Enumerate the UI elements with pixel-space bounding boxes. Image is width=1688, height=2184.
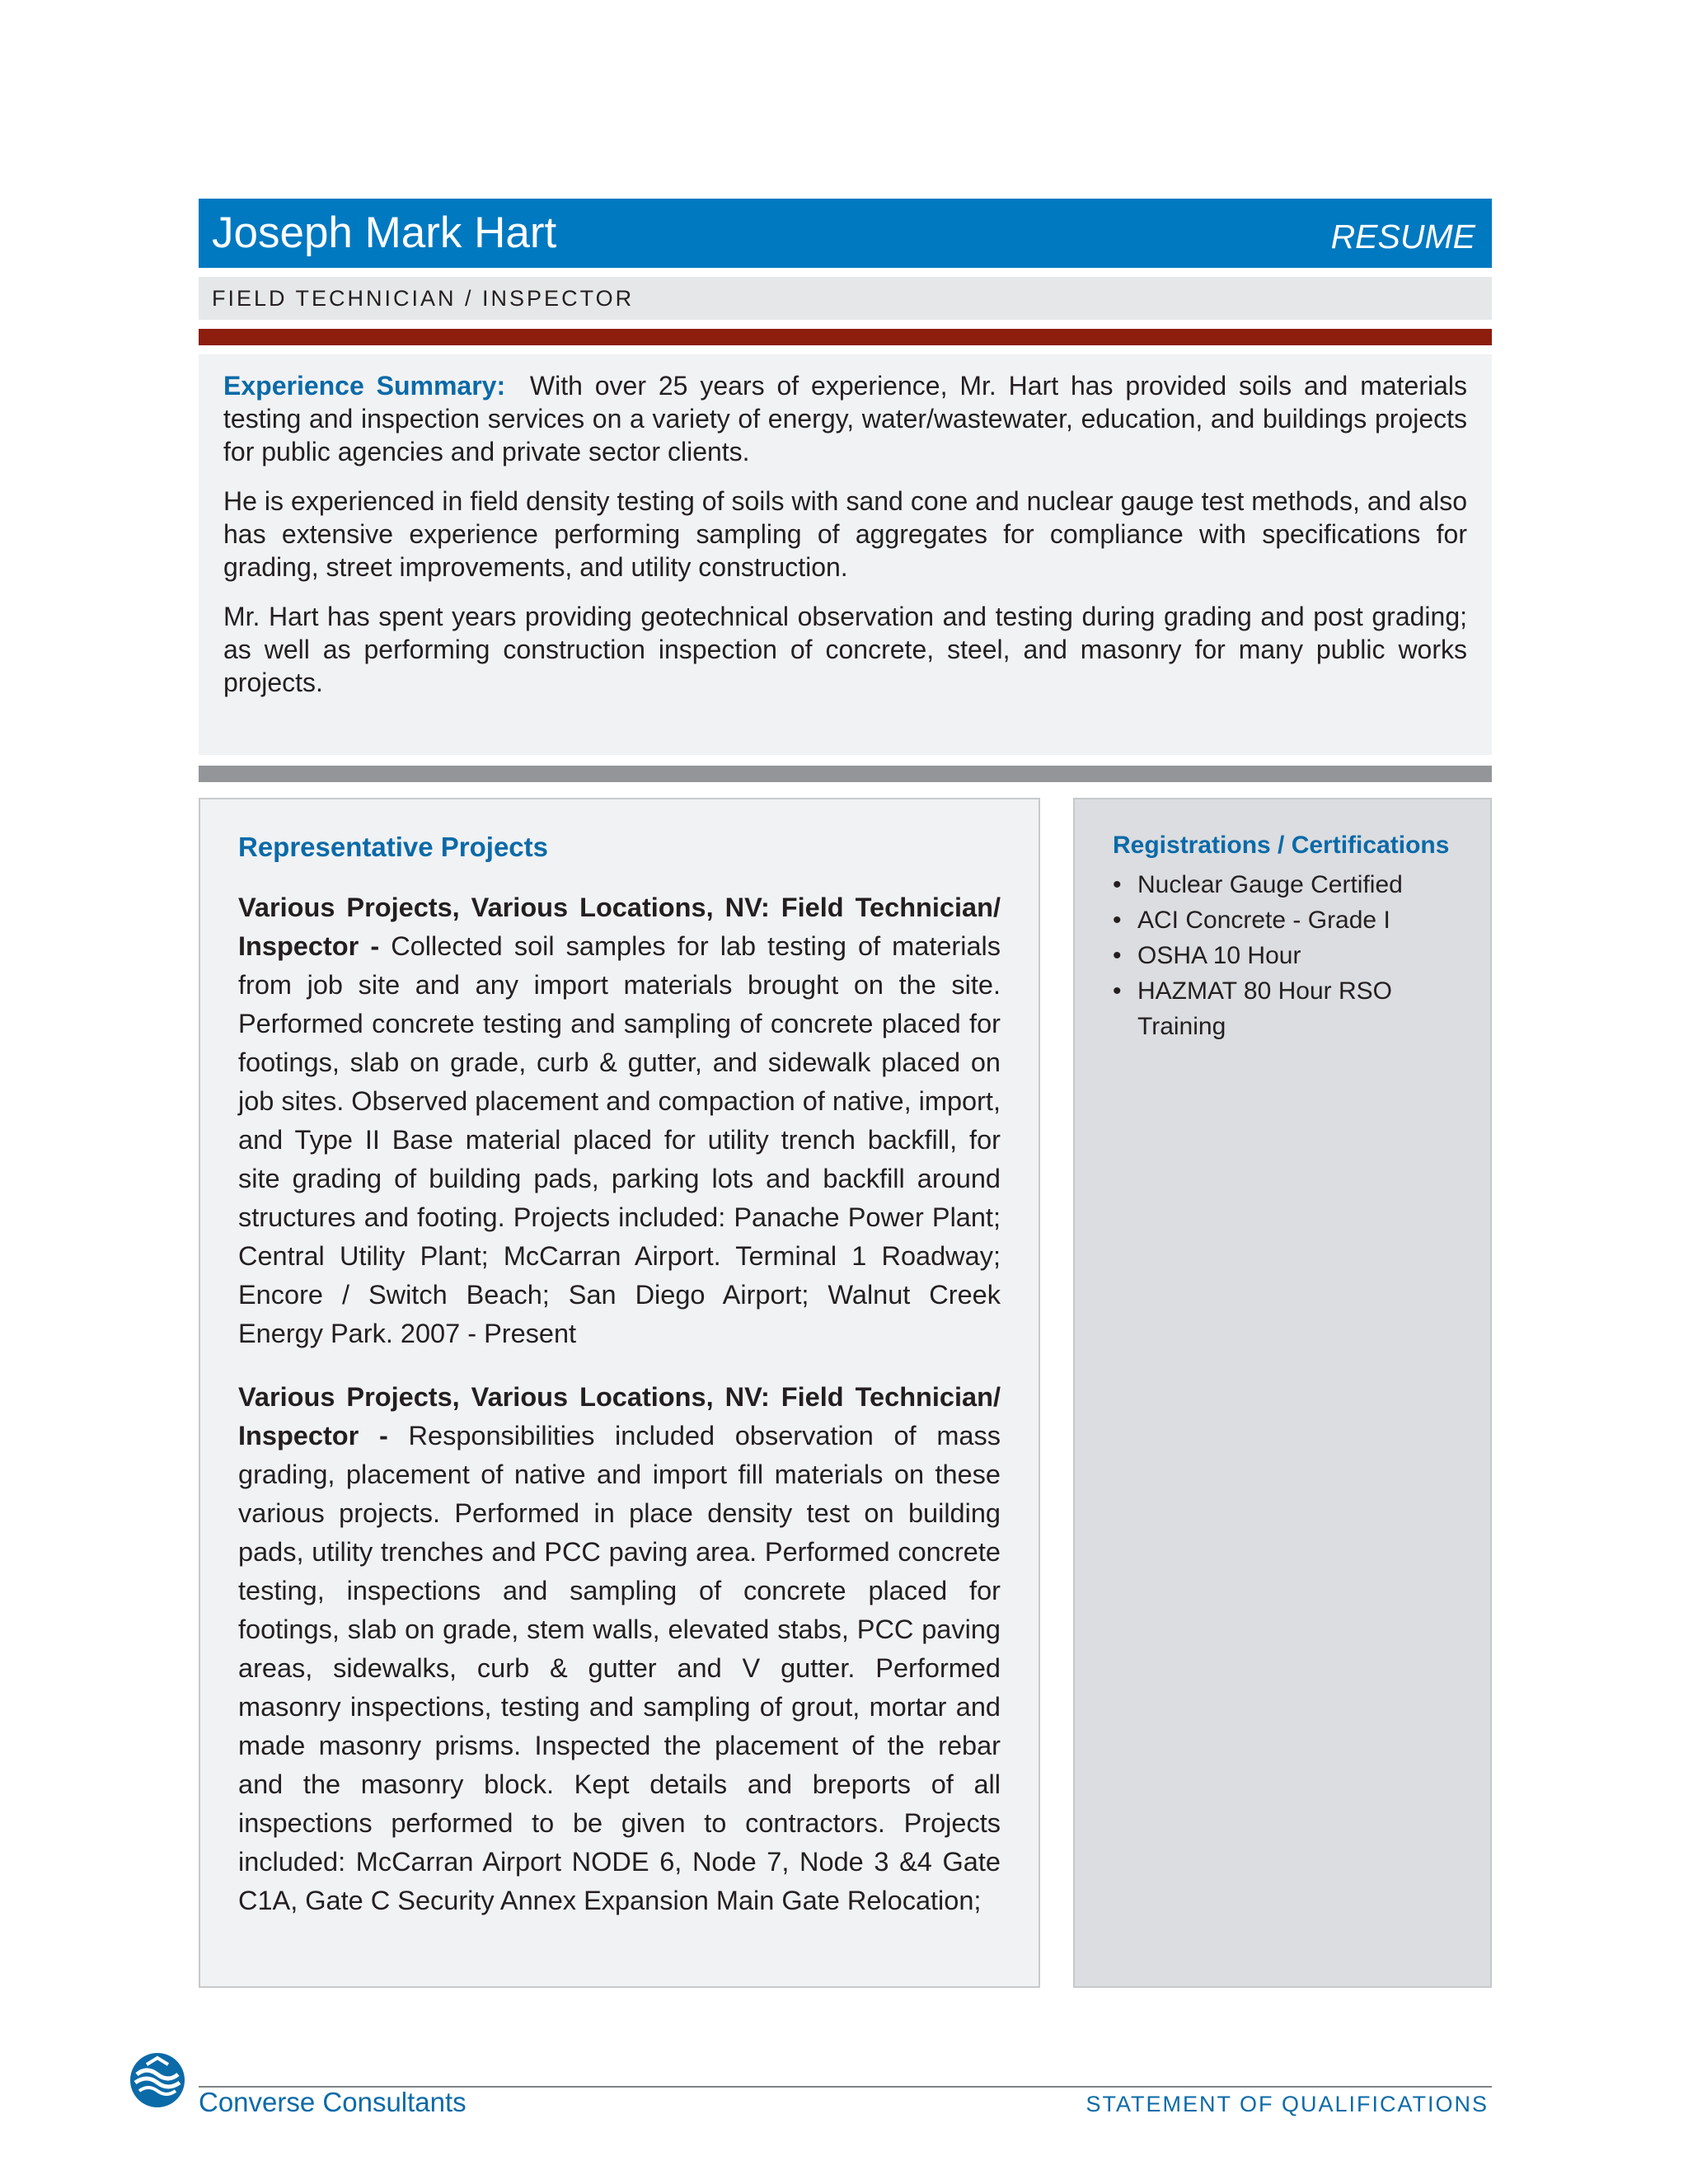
accent-divider	[199, 329, 1492, 345]
bullet-icon: •	[1113, 907, 1122, 934]
name-banner	[199, 199, 1492, 268]
certification-label: HAZMAT 80 Hour RSO Training	[1137, 977, 1392, 1040]
list-item	[1113, 902, 1465, 938]
certifications-panel	[1073, 798, 1492, 1988]
bullet-icon: •	[1113, 871, 1122, 898]
list-item	[1113, 867, 1465, 902]
project-description: Responsibilities included observation of mass grading, placement of native and import fill materials on these various projects. Performed in place density test on building pads, utility trenches and PCC paving area. Performed concrete testing, inspections and sampling of concrete placed for footings, slab on grade, stem walls, elevated stabs, PCC paving areas, sidewalks, curb & gutter and V gutter. Performed masonry inspections, testing and sampling of grout, mortar and made masonry prisms. Inspected the placement of the rebar and the masonry block. Kept details and breports of all inspections performed to be given to contractors. Projects included: McCarran Airport NODE 6, Node 7, Node 3 &4 Gate C1A, Gate C Security Annex Expansion Main Gate Relocation;	[238, 1421, 1001, 1915]
summary-paragraph: Mr. Hart has spent years providing geotechnical observation and testing during grading and post grading; as well as performing construction inspection of concrete, steel, and masonry for many public works projects.	[223, 602, 1467, 697]
certifications-heading: Registrations / Certifications	[1113, 832, 1450, 859]
summary-label: Experience Summary:	[223, 371, 506, 401]
person-name: Joseph Mark Hart	[212, 209, 557, 257]
list-item	[1113, 938, 1465, 973]
project-entry	[238, 888, 1001, 1353]
certifications-list	[1113, 867, 1465, 1044]
project-entry	[238, 1378, 1001, 1920]
summary-paragraph: He is experienced in field density testing of soils with sand cone and nuclear gauge test methods, and also has extensive experience performing sampling of aggregates for compliance with specifications for grading, street improvements, and utility construction.	[223, 486, 1467, 582]
document-type: RESUME	[1330, 218, 1475, 255]
certification-label: OSHA 10 Hour	[1137, 942, 1301, 969]
project-lead: Various Projects, Various Locations, NV: Field Technician/ Inspector -	[238, 1382, 1001, 1451]
company-name: Converse Consultants	[199, 2087, 467, 2117]
projects-panel	[199, 798, 1040, 1988]
job-title-bar	[199, 277, 1492, 320]
bullet-icon: •	[1113, 942, 1122, 969]
summary-paragraph	[223, 369, 1467, 468]
bullet-icon: •	[1113, 977, 1122, 1005]
projects-heading: Representative Projects	[238, 832, 549, 862]
list-item	[1113, 973, 1465, 1044]
company-logo-icon	[129, 2051, 186, 2109]
job-title: FIELD TECHNICIAN / INSPECTOR	[212, 286, 635, 311]
summary-text-1: With over 25 years of experience, Mr. Hart has provided soils and materials testing and inspection services on a variety of energy, water/wastewater, education, and buildings projects for public agencies and private sector clients.	[223, 371, 1468, 466]
project-description: Collected soil samples for lab testing of materials from job site and any import materials brought on the site. Performed concrete testing and sampling of concrete placed for footings, slab on grade, curb & gutter, and sidewalk placed on job sites. Observed placement and compaction of native, import, and Type II Base material placed for utility trench backfill, for site grading of building pads, parking lots and backfill around structures and footing. Projects included: Panache Power Plant; Central Utility Plant; McCarran Airport. Terminal 1 Roadway; Encore / Switch Beach; San Diego Airport; Walnut Creek Energy Park. 2007 - Present	[238, 931, 1001, 1348]
experience-summary	[199, 354, 1492, 755]
certification-label: Nuclear Gauge Certified	[1137, 871, 1403, 898]
project-lead: Various Projects, Various Locations, NV: Field Technician/ Inspector -	[238, 893, 1001, 961]
statement-of-qualifications: STATEMENT OF QUALIFICATIONS	[1085, 2092, 1489, 2116]
section-divider	[199, 766, 1492, 782]
certification-label: ACI Concrete - Grade I	[1137, 907, 1390, 934]
